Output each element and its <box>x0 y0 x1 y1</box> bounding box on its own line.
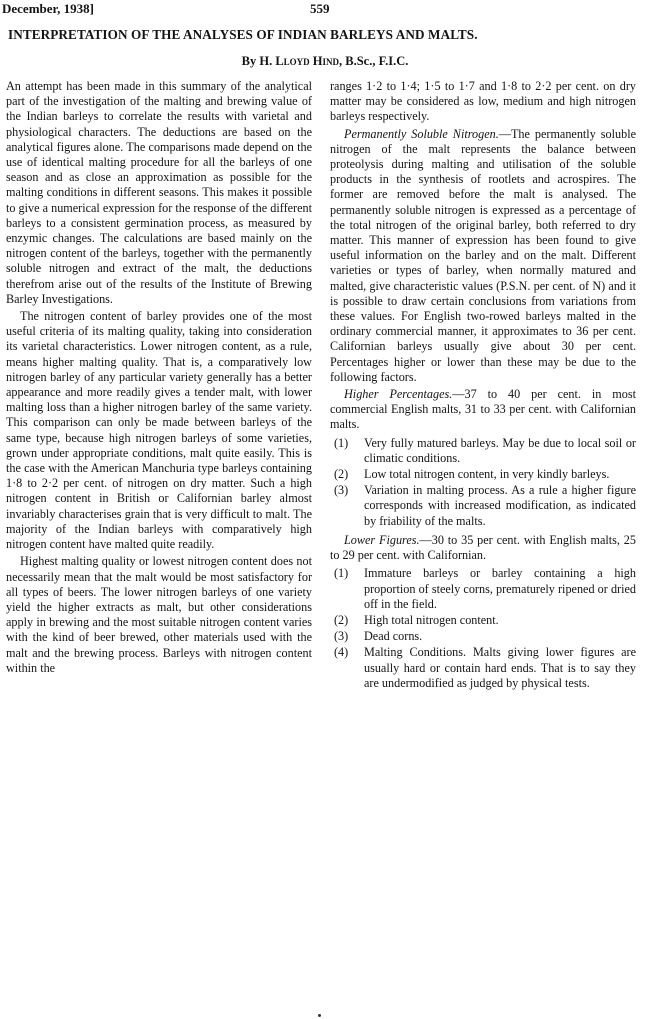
list-item-text: Dead corns. <box>364 629 423 644</box>
higher-factors-list <box>330 436 636 529</box>
right-column <box>330 79 636 695</box>
list-item-number: (2) <box>334 612 349 627</box>
author-name: H. Lloyd Hind <box>259 54 340 68</box>
page-number: 559 <box>310 1 330 16</box>
byline-prefix: By <box>241 54 257 68</box>
lower-text: —30 to 35 per cent. with English malts, 25 to 29 per cent. with Californian. <box>330 532 636 563</box>
issue-date: December, 1938] <box>2 1 94 16</box>
list-item <box>330 436 636 466</box>
list-item-text: Immature barleys or barley containing a high proportion of steely corns, prematurely ripened or dried off in the field. <box>364 566 636 611</box>
list-item-text: Malting Conditions. Malts giving lower figures are usually hard or contain hard ends. That is to say they are undermodified as judged by physical tests. <box>364 645 636 690</box>
list-item-text: High total nitrogen content. <box>364 612 499 627</box>
psn-text: —The permanently soluble nitrogen of the malt represents the balance between proteolysis during malting and utilisation of the soluble products in the synthesis of rootlets and acrospires. The former are removed before the malt is analysed. The permanently soluble nitrogen is expressed as a percentage of the total nitrogen of the original barley, both referred to dry matter. This manner of expression has been found to give useful information on the barley and on the malt. Different varieties or types of barley, when normally matured and malted, give characteristic values (P.S.N. per cent. of N) and it is possible to draw certain conclusions from variations from these values. For English two-rowed barleys malted in the ordinary commercial manner, it approximates to 36 per cent. Californian barleys usually give about 30 per cent. Percentages higher or lower than these may be due to the following factors. <box>330 126 636 384</box>
list-item <box>330 566 636 612</box>
list-item-number: (3) <box>334 483 349 498</box>
list-item <box>330 613 636 628</box>
list-item-text: Low total nitrogen content, in very kindly barleys. <box>364 467 610 482</box>
left-column <box>6 79 312 676</box>
lower-factors-list <box>330 566 636 691</box>
paragraph-nitrogen-content: The nitrogen content of barley provides one of the most useful criteria of its malting quality, taking into consideration its varietal characteristics. Lower nitrogen content, as a rule, means higher malting quality. That is, a comparatively low nitrogen barley of any particular variety generally has a better appearance and more readily gives a tender malt, with lower malting loss than a higher nitrogen barley of the same variety. This comparison can only be made between barleys of the same type, because high nitrogen barleys of some varieties, grown under appropriate conditions, malt quite easily. This is the case with the American Manchuria type barleys containing 1·8 to 2·2 per cent. of nitrogen on dry matter. Such a high nitrogen content in British or Californian barley almost invariably characterises grain that is very difficult to malt. The majority of the Indian barleys with comparatively high nitrogen content have malted quite readily. <box>6 309 312 552</box>
author-credentials: , B.Sc., F.I.C. <box>339 54 409 68</box>
paragraph-nitrogen-ranges: ranges 1·2 to 1·4; 1·5 to 1·7 and 1·8 to 2·2 per cent. on dry matter may be considered as low, medium and high nitrogen barleys respectively. <box>330 79 636 124</box>
running-head <box>2 1 636 17</box>
paragraph-higher-percentages <box>330 387 636 433</box>
list-item <box>330 629 636 644</box>
list-item-number: (4) <box>334 645 349 660</box>
list-item-number: (2) <box>334 467 349 482</box>
page-mark <box>318 1014 321 1017</box>
higher-text: —37 to 40 per cent. in most commercial English malts, 31 to 33 per cent. with Californian malts. <box>330 387 637 432</box>
psn-heading: Permanently Soluble Nitrogen. <box>344 126 499 141</box>
list-item <box>330 467 636 482</box>
lower-heading: Lower Figures. <box>344 532 420 547</box>
list-item <box>330 483 636 529</box>
list-item-number: (1) <box>334 566 349 581</box>
list-item <box>330 645 636 691</box>
list-item-text: Very fully matured barleys. May be due to local soil or climatic conditions. <box>364 435 636 465</box>
list-item-number: (3) <box>334 629 349 644</box>
higher-heading: Higher Percentages. <box>344 387 453 402</box>
paragraph-malting-quality: Highest malting quality or lowest nitrogen content does not necessarily mean that the malt would be most satisfactory for all types of beers. The lower nitrogen barleys of one variety yield the higher extracts as malt, but other considerations apply in brewing and the most suitable nitrogen content varies with the kind of beer brewed, other materials used with the malt and the brewing process. Barleys with nitrogen content within the <box>6 554 312 675</box>
paragraph-psn <box>330 127 636 385</box>
list-item-number: (1) <box>334 435 349 450</box>
paragraph-intro: An attempt has been made in this summary of the analytical part of the investigation of the malting and brewing value of the Indian barleys to correlate the results with varietal and physiological characters. The deductions are based on the analytical figures alone. The comparisons made depend on the use of identical malting procedure for all the barleys of one season and as close an approximation as possible for the malting conditions in different seasons. This makes it possible to give a numerical expression for the response of the different barleys to a consistent germination process, as measured by enzymic changes. The calculations are based mainly on the nitrogen content of the barleys, together with the permanently soluble nitrogen and extract of the malt, the deductions therefrom arise out of the results of the Institute of Brewing Barley Investigations. <box>6 79 312 306</box>
paragraph-lower-figures <box>330 533 636 563</box>
byline <box>0 54 650 69</box>
list-item-text: Variation in malting process. As a rule a higher figure corresponds with increased modification, as indicated by friability of the malts. <box>364 483 636 528</box>
article-title: INTERPRETATION OF THE ANALYSES OF INDIAN BARLEYS AND MALTS. <box>8 27 478 42</box>
